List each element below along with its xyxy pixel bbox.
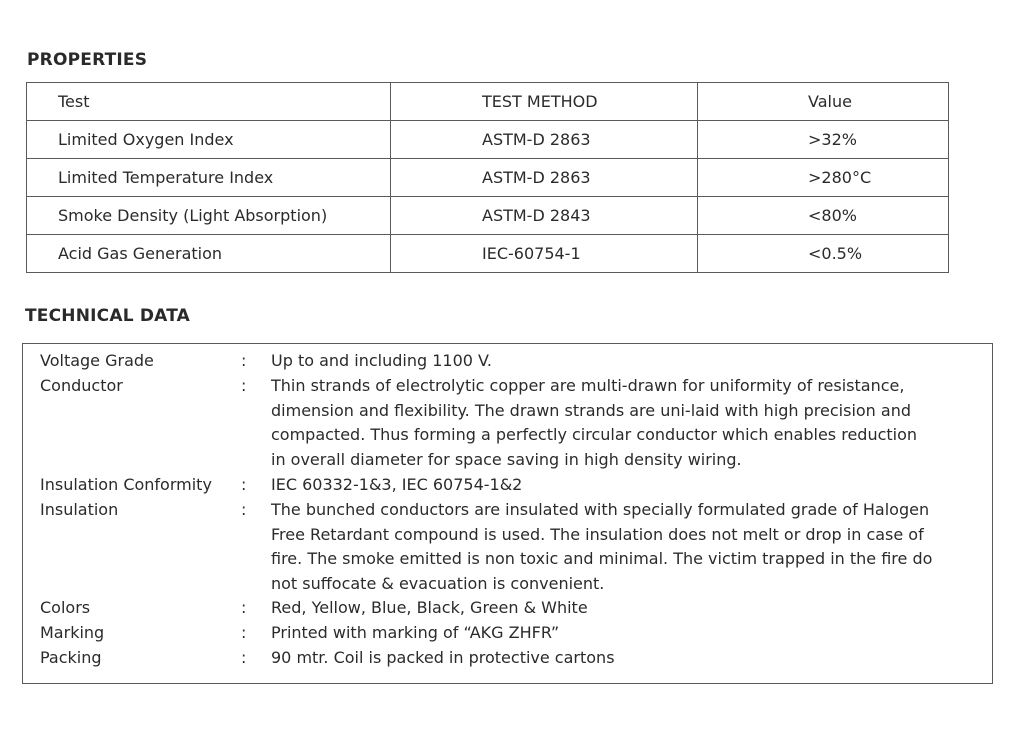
properties-header-row bbox=[27, 83, 949, 121]
tech-value: 90 mtr. Coil is packed in protective cartons bbox=[271, 648, 615, 667]
tech-separator: : bbox=[241, 500, 247, 519]
value-cell: <80% bbox=[698, 197, 949, 235]
test-cell: Acid Gas Generation bbox=[27, 235, 391, 273]
value-cell: <0.5% bbox=[698, 235, 949, 273]
tech-value: The bunched conductors are insulated with specially formulated grade of Halogen Free Retardant compound is used. The insulation does not melt or drop in case of fire. The smoke emitted is non toxic and minimal. The victim trapped in the fire do not suffocate & evacuation is convenient. bbox=[271, 500, 933, 593]
method-cell: ASTM-D 2843 bbox=[391, 197, 698, 235]
value-cell: >280°C bbox=[698, 159, 949, 197]
tech-separator: : bbox=[241, 623, 247, 642]
table-row bbox=[27, 121, 949, 159]
tech-label: Insulation bbox=[40, 500, 119, 519]
test-cell: Smoke Density (Light Absorption) bbox=[27, 197, 391, 235]
tech-label: Conductor bbox=[40, 376, 123, 395]
method-cell: ASTM-D 2863 bbox=[391, 159, 698, 197]
tech-value: Up to and including 1100 V. bbox=[271, 351, 493, 370]
properties-heading: PROPERTIES bbox=[27, 50, 148, 70]
tech-value: Printed with marking of “AKG ZHFR” bbox=[271, 623, 560, 642]
method-cell: IEC-60754-1 bbox=[391, 235, 698, 273]
column-header-value: Value bbox=[698, 83, 949, 121]
tech-value: Red, Yellow, Blue, Black, Green & White bbox=[271, 598, 588, 617]
properties-table bbox=[26, 82, 949, 273]
tech-label: Marking bbox=[40, 623, 105, 642]
value-cell: >32% bbox=[698, 121, 949, 159]
table-row bbox=[27, 235, 949, 273]
tech-separator: : bbox=[241, 351, 247, 370]
tech-value: IEC 60332-1&3, IEC 60754-1&2 bbox=[271, 475, 523, 494]
tech-separator: : bbox=[241, 648, 247, 667]
tech-label: Packing bbox=[40, 648, 102, 667]
tech-value: Thin strands of electrolytic copper are multi-drawn for uniformity of resistance, dimension and flexibility. The drawn strands are uni-laid with high precision and compacted. Thus forming a perfectly circular conductor which enables reduction in overall diameter for space saving in high density wiring. bbox=[271, 376, 918, 469]
tech-separator: : bbox=[241, 376, 247, 395]
column-header-test-method: TEST METHOD bbox=[391, 83, 698, 121]
tech-label: Colors bbox=[40, 598, 91, 617]
table-row bbox=[27, 197, 949, 235]
technical-data-box bbox=[22, 343, 993, 684]
tech-separator: : bbox=[241, 475, 247, 494]
column-header-test: Test bbox=[27, 83, 391, 121]
test-cell: Limited Oxygen Index bbox=[27, 121, 391, 159]
table-row bbox=[27, 159, 949, 197]
method-cell: ASTM-D 2863 bbox=[391, 121, 698, 159]
tech-label: Insulation Conformity bbox=[40, 475, 212, 494]
technical-data-heading: TECHNICAL DATA bbox=[25, 306, 191, 326]
tech-label: Voltage Grade bbox=[40, 351, 154, 370]
tech-separator: : bbox=[241, 598, 247, 617]
test-cell: Limited Temperature Index bbox=[27, 159, 391, 197]
